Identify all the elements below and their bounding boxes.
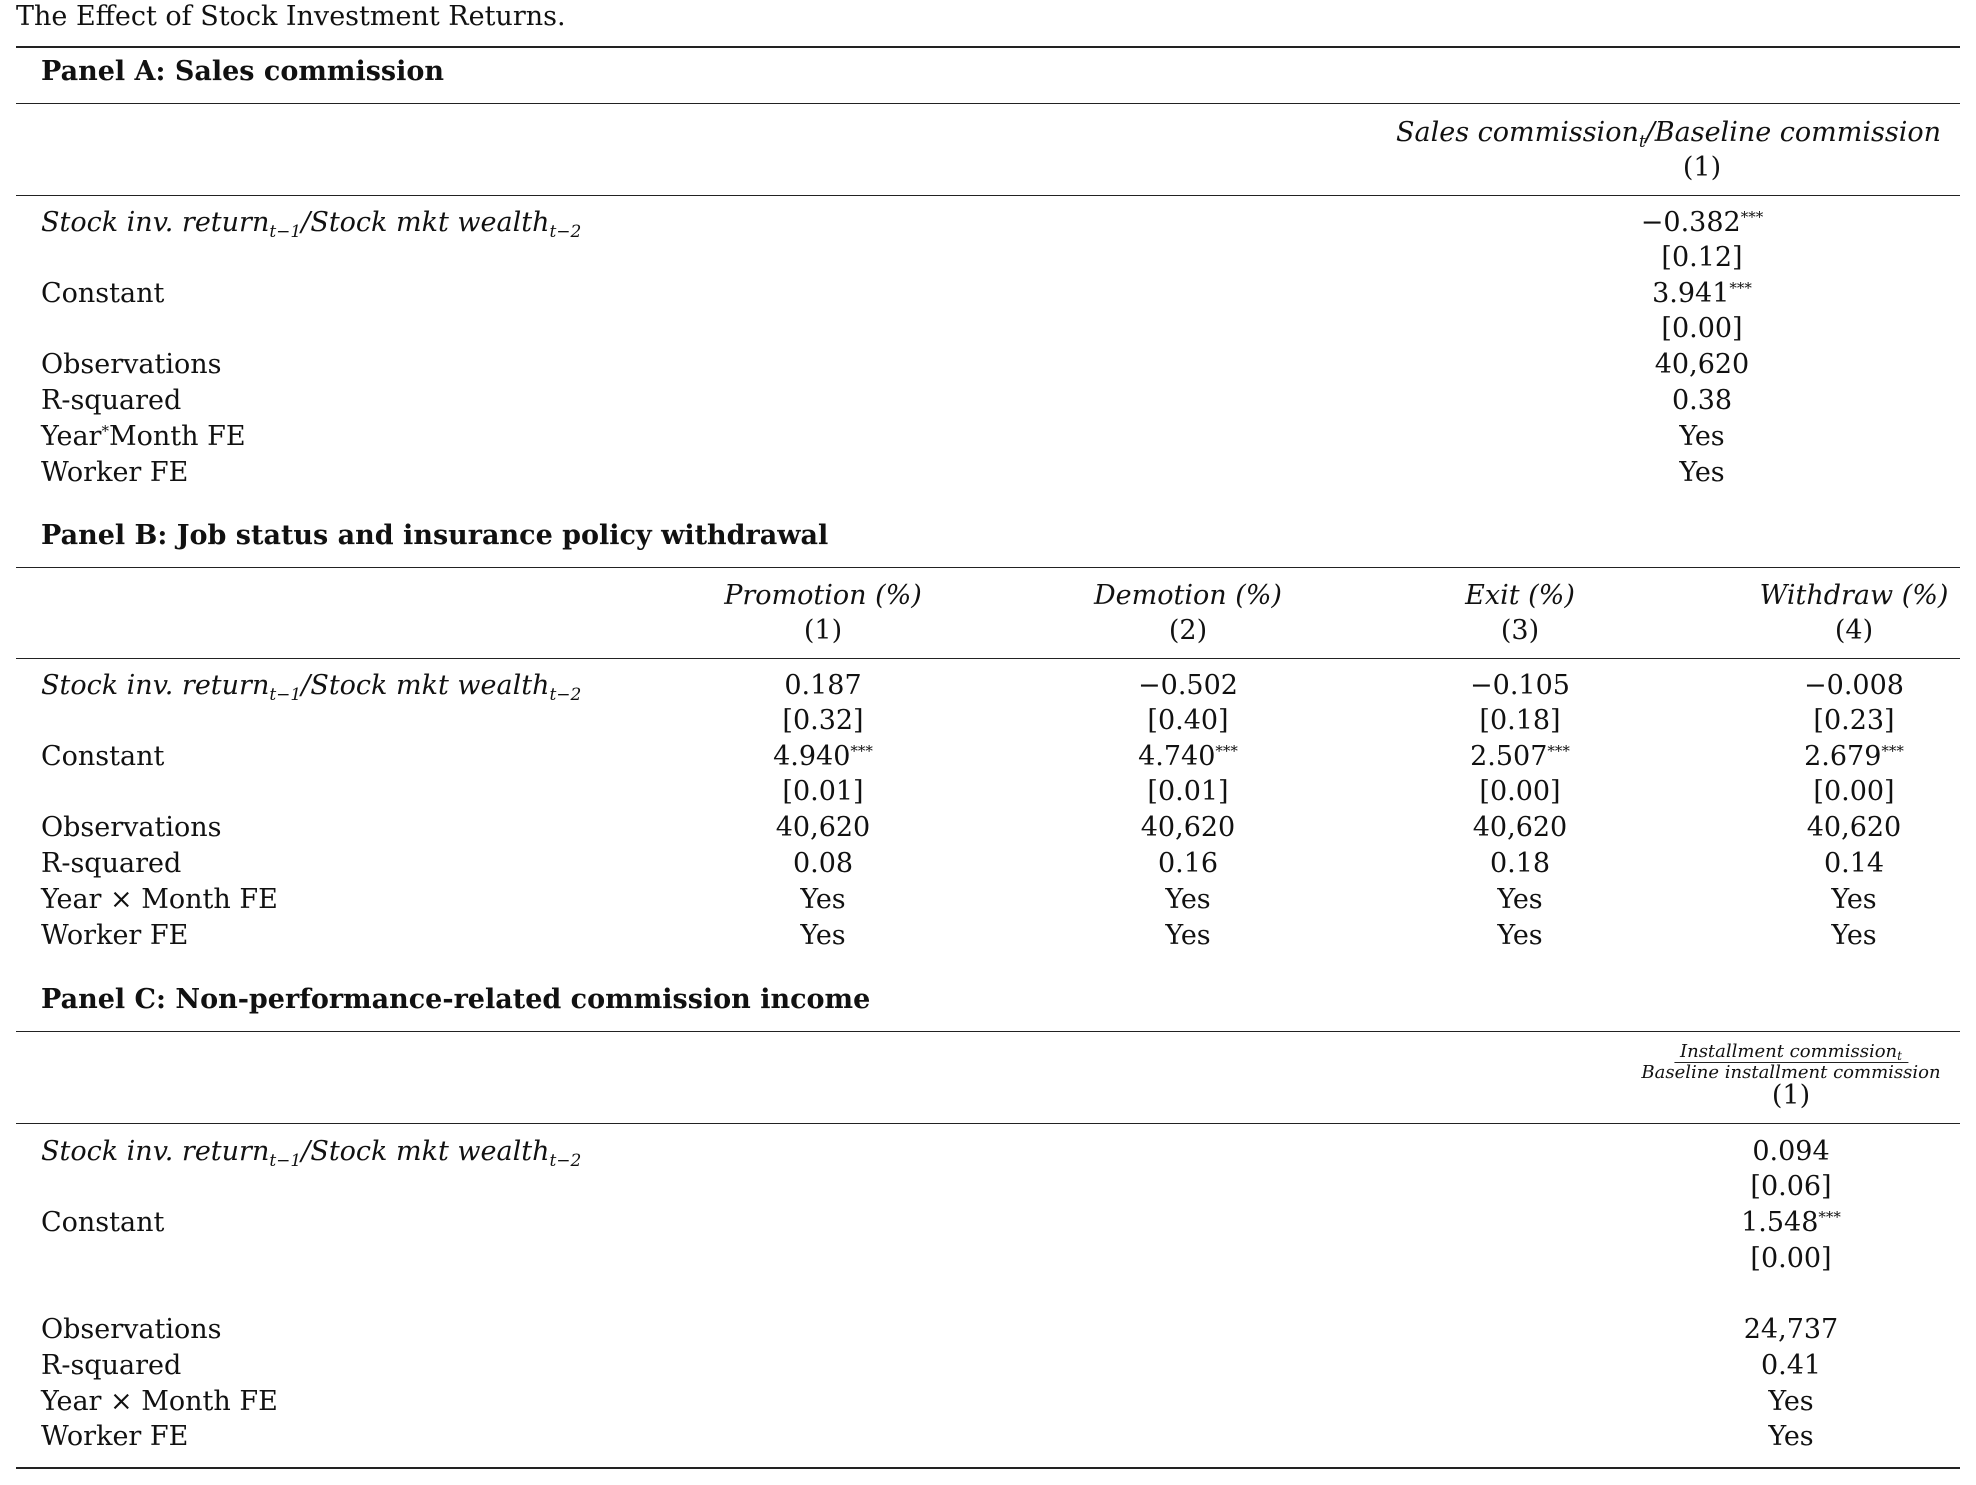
panel-b-col-number-2: (2) bbox=[1168, 615, 1208, 646]
panel-b-col-number-1: (1) bbox=[803, 615, 843, 646]
panel-b-title: Panel B: Job status and insurance policy withdrawal bbox=[41, 520, 829, 551]
panel-b-header-exit: Exit (%) bbox=[1465, 580, 1575, 611]
panel-b-rsquared: 0.18 bbox=[1489, 848, 1551, 879]
panel-c-coef: 0.094 bbox=[1752, 1136, 1830, 1167]
panel-a-col-header: Sales commission$_t$/Baseline commission bbox=[1395, 117, 1941, 152]
rule-panel-a-header bbox=[16, 103, 1960, 104]
panel-b-year-month-fe: Yes bbox=[1497, 884, 1543, 915]
panel-a-coef: −0.382*** bbox=[1640, 207, 1764, 238]
panel-b-row-worker-fe: Worker FE bbox=[41, 920, 189, 951]
rule-bottom bbox=[16, 1467, 1960, 1469]
panel-b-const-se: [0.00] bbox=[1479, 776, 1561, 807]
panel-b-worker-fe: Yes bbox=[800, 920, 846, 951]
panel-a-const-se: [0.00] bbox=[1661, 313, 1743, 344]
panel-a-coef-se: [0.12] bbox=[1661, 242, 1743, 273]
panel-a-row-rsquared: R-squared bbox=[41, 385, 182, 416]
panel-b-year-month-fe: Yes bbox=[800, 884, 846, 915]
rule-panel-c-body bbox=[16, 1123, 1960, 1124]
panel-c-row-constant: Constant bbox=[41, 1207, 165, 1238]
panel-b-const: 2.507*** bbox=[1470, 741, 1570, 772]
panel-a-const: 3.941*** bbox=[1652, 278, 1752, 309]
panel-c-const-se: [0.00] bbox=[1750, 1243, 1832, 1274]
panel-c-coef-se: [0.06] bbox=[1750, 1171, 1832, 1202]
panel-a-row-worker-fe: Worker FE bbox=[41, 457, 189, 488]
rule-top bbox=[16, 46, 1960, 48]
panel-b-row-rsquared: R-squared bbox=[41, 848, 182, 879]
panel-b-header-withdraw: Withdraw (%) bbox=[1759, 580, 1949, 611]
panel-a-col-number: (1) bbox=[1682, 152, 1722, 183]
panel-b-const-se: [0.00] bbox=[1813, 776, 1895, 807]
panel-c-col-header-fraction bbox=[1639, 1042, 1942, 1083]
panel-b-header-demotion: Demotion (%) bbox=[1094, 580, 1282, 611]
panel-a-row-constant: Constant bbox=[41, 278, 165, 309]
panel-b-coef: −0.105 bbox=[1470, 670, 1570, 701]
panel-c-col-number: (1) bbox=[1771, 1080, 1811, 1111]
panel-b-coef: 0.187 bbox=[784, 670, 862, 701]
panel-a-row-observations: Observations bbox=[41, 349, 222, 380]
panel-a-title: Panel A: Sales commission bbox=[41, 56, 445, 87]
panel-c-row-observations: Observations bbox=[41, 1314, 222, 1345]
panel-b-const: 4.940*** bbox=[773, 741, 873, 772]
panel-c-row-worker-fe: Worker FE bbox=[41, 1421, 189, 1452]
panel-b-row-constant: Constant bbox=[41, 741, 165, 772]
panel-a-row-year-month-fe: Year*Month FE bbox=[41, 421, 246, 452]
panel-c-col-header-denominator: Baseline installment commission bbox=[1641, 1062, 1941, 1083]
panel-b-const-se: [0.01] bbox=[782, 776, 864, 807]
panel-b-row-observations: Observations bbox=[41, 812, 222, 843]
panel-b-rsquared: 0.14 bbox=[1823, 848, 1885, 879]
panel-b-worker-fe: Yes bbox=[1165, 920, 1211, 951]
panel-c-row-year-month-fe: Year × Month FE bbox=[41, 1386, 278, 1417]
panel-b-coef-se: [0.32] bbox=[782, 705, 864, 736]
rule-panel-a-body bbox=[16, 195, 1960, 196]
panel-c-const: 1.548*** bbox=[1741, 1207, 1841, 1238]
panel-b-row-stock-return: Stock inv. return$_{t-1}$/Stock mkt wealth$_{t-2}$ bbox=[41, 670, 582, 705]
panel-a-year-month-fe: Yes bbox=[1679, 421, 1725, 452]
panel-c-worker-fe: Yes bbox=[1768, 1421, 1814, 1452]
rule-panel-c-header bbox=[16, 1031, 1960, 1032]
panel-a-observations: 40,620 bbox=[1654, 349, 1750, 380]
panel-b-const-se: [0.01] bbox=[1147, 776, 1229, 807]
panel-b-rsquared: 0.16 bbox=[1157, 848, 1219, 879]
panel-c-title: Panel C: Non-performance-related commission income bbox=[41, 984, 871, 1015]
panel-b-coef: −0.008 bbox=[1804, 670, 1904, 701]
panel-b-observations: 40,620 bbox=[1140, 812, 1236, 843]
panel-b-coef-se: [0.40] bbox=[1147, 705, 1229, 736]
panel-b-coef: −0.502 bbox=[1138, 670, 1238, 701]
panel-a-worker-fe: Yes bbox=[1679, 457, 1725, 488]
panel-b-coef-se: [0.23] bbox=[1813, 705, 1895, 736]
panel-a-rsquared: 0.38 bbox=[1671, 385, 1733, 416]
panel-c-row-rsquared: R-squared bbox=[41, 1350, 182, 1381]
panel-b-year-month-fe: Yes bbox=[1831, 884, 1877, 915]
panel-b-rsquared: 0.08 bbox=[792, 848, 854, 879]
panel-c-observations: 24,737 bbox=[1743, 1314, 1839, 1345]
panel-c-row-stock-return: Stock inv. return$_{t-1}$/Stock mkt wealth$_{t-2}$ bbox=[41, 1136, 582, 1171]
panel-b-header-promotion: Promotion (%) bbox=[724, 580, 922, 611]
table-caption: The Effect of Stock Investment Returns. bbox=[16, 1, 566, 32]
panel-c-rsquared: 0.41 bbox=[1760, 1350, 1822, 1381]
panel-b-coef-se: [0.18] bbox=[1479, 705, 1561, 736]
panel-a-row-stock-return: Stock inv. return$_{t-1}$/Stock mkt wealth$_{t-2}$ bbox=[41, 207, 582, 242]
panel-b-worker-fe: Yes bbox=[1831, 920, 1877, 951]
panel-b-observations: 40,620 bbox=[1472, 812, 1568, 843]
panel-b-observations: 40,620 bbox=[775, 812, 871, 843]
panel-b-worker-fe: Yes bbox=[1497, 920, 1543, 951]
panel-b-col-number-4: (4) bbox=[1834, 615, 1874, 646]
rule-panel-b-body bbox=[16, 658, 1960, 659]
panel-b-const: 2.679*** bbox=[1804, 741, 1904, 772]
panel-b-observations: 40,620 bbox=[1806, 812, 1902, 843]
panel-b-const: 4.740*** bbox=[1138, 741, 1238, 772]
panel-c-year-month-fe: Yes bbox=[1768, 1386, 1814, 1417]
panel-c-col-header-numerator: Installment commission$_t$ bbox=[1674, 1042, 1908, 1063]
panel-b-row-year-month-fe: Year × Month FE bbox=[41, 884, 278, 915]
panel-b-col-number-3: (3) bbox=[1500, 615, 1540, 646]
rule-panel-b-header bbox=[16, 567, 1960, 568]
panel-b-year-month-fe: Yes bbox=[1165, 884, 1211, 915]
